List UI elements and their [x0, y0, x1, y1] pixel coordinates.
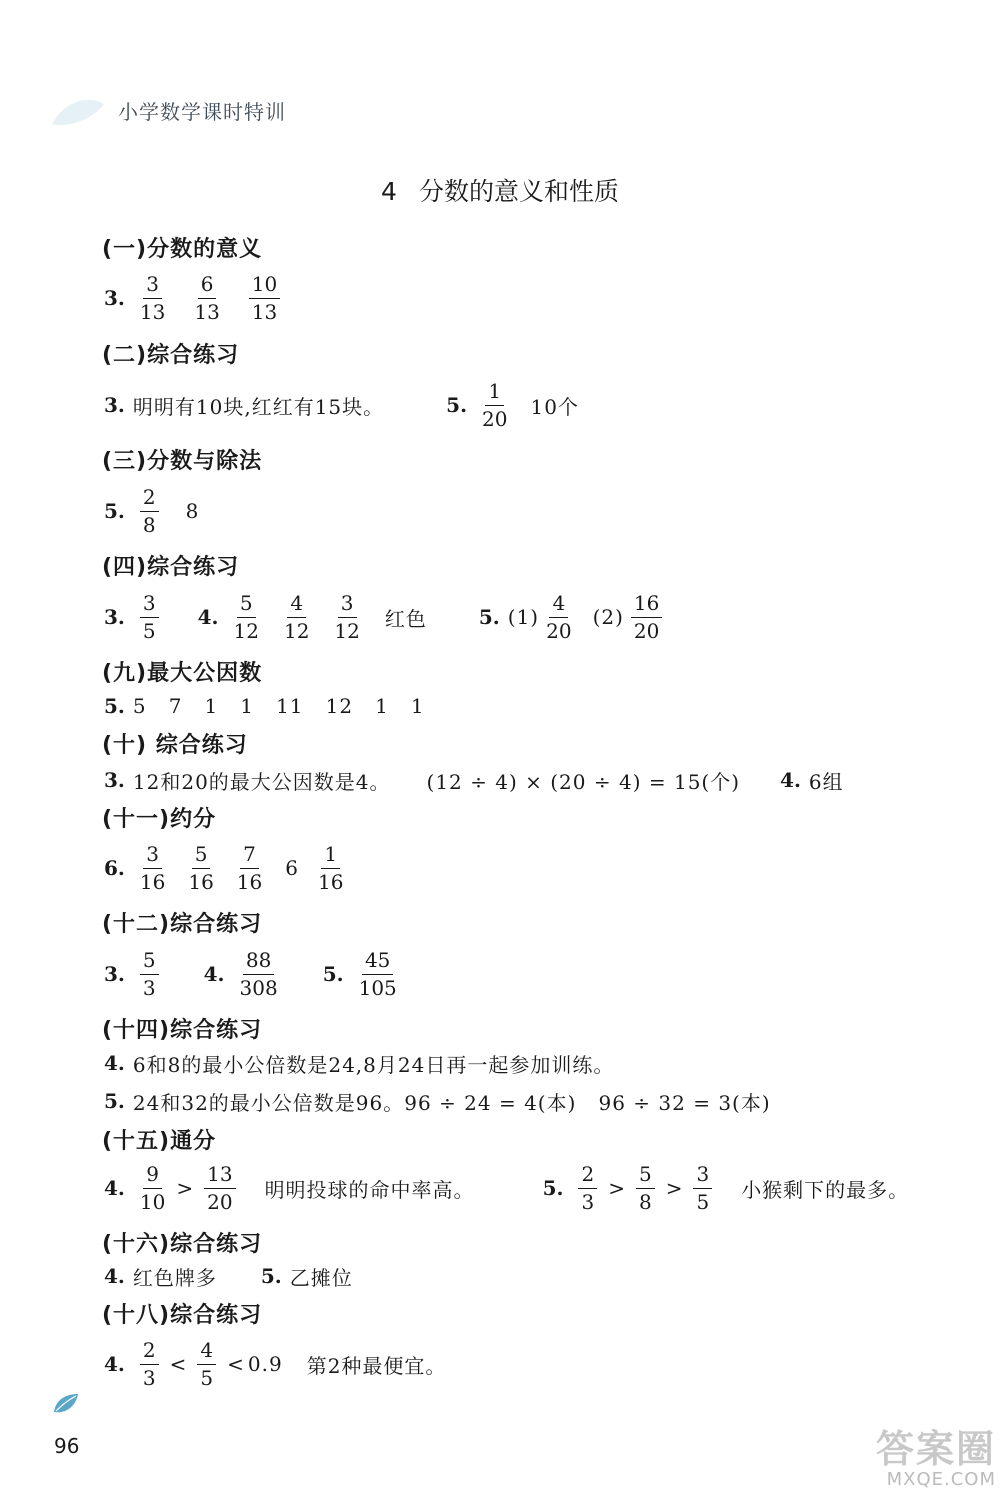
answer-line — [104, 481, 199, 541]
answer-text: 6和8的最小公倍数是24,8月24日再一起参加训练。 — [132, 1052, 615, 1077]
answer-text: 乙摊位 — [289, 1265, 353, 1290]
fraction-numerator: 4 — [287, 593, 306, 618]
less-than-sign: < — [227, 1352, 244, 1376]
fraction — [140, 947, 159, 1000]
fraction — [197, 1337, 216, 1390]
question-number: 3. — [104, 286, 125, 310]
fraction-denominator: 12 — [233, 618, 259, 643]
question-number: 4. — [104, 1176, 125, 1200]
fraction — [317, 841, 344, 894]
fraction-denominator: 20 — [546, 618, 572, 643]
fraction-denominator: 20 — [482, 406, 508, 431]
answer-text: 5 7 1 1 11 12 1 1 — [132, 694, 425, 718]
answer-line — [104, 763, 844, 797]
answer-line — [104, 587, 669, 647]
section-heading: (九)最大公因数 — [102, 661, 263, 686]
section-heading: (十二)综合练习 — [102, 912, 263, 937]
question-number: 6. — [104, 856, 125, 880]
answer-line — [104, 268, 287, 328]
question-number: 5. — [260, 1264, 282, 1288]
fraction — [233, 590, 259, 643]
less-than-sign: < — [169, 1352, 187, 1376]
section-heading: (十四)综合练习 — [102, 1018, 263, 1043]
question-number: 5. — [104, 1089, 125, 1113]
answer-text: 明明投球的命中率高。 — [264, 1177, 475, 1202]
fraction-numerator: 5 — [140, 950, 159, 975]
fraction-numerator: 3 — [143, 274, 162, 299]
question-number: 5. — [446, 393, 468, 417]
fraction-denominator: 10 — [139, 1189, 166, 1214]
fraction-denominator: 20 — [633, 618, 660, 643]
question-number: 3. — [104, 605, 125, 629]
question-number: 4. — [780, 768, 801, 792]
fraction — [140, 590, 159, 643]
section-heading: (一)分数的意义 — [102, 237, 263, 262]
fraction-denominator: 3 — [142, 975, 156, 1000]
fraction — [139, 271, 166, 324]
fraction — [482, 378, 508, 431]
fraction — [140, 484, 159, 537]
question-number: 3. — [104, 393, 125, 417]
question-number: 5. — [104, 694, 125, 718]
section-heading: (十一)约分 — [102, 807, 217, 832]
section-heading: (十) 综合练习 — [102, 733, 248, 758]
fraction — [140, 1337, 159, 1390]
answer-text: 红色 — [384, 606, 427, 631]
answer-text: 红色牌多 — [132, 1265, 217, 1290]
answer-text: 6组 — [808, 769, 844, 794]
answer-line — [104, 375, 579, 435]
answer-text: 6 — [285, 856, 299, 880]
section-heading: (三)分数与除法 — [102, 449, 263, 474]
fraction-denominator: 16 — [236, 869, 263, 894]
fraction-numerator: 5 — [192, 844, 211, 869]
watermark-url: MXQE.COM — [886, 1469, 996, 1490]
fraction — [139, 1161, 166, 1214]
fraction-denominator: 3 — [581, 1189, 595, 1214]
answer-text: 10个 — [530, 394, 579, 419]
fraction-numerator: 2 — [578, 1164, 597, 1189]
question-number: 4. — [104, 1264, 125, 1288]
answer-line — [104, 1084, 771, 1118]
fraction — [188, 841, 214, 894]
answer-text: 8 — [185, 499, 200, 523]
chapter-title — [0, 172, 1000, 208]
fraction — [204, 1161, 235, 1214]
fraction — [631, 590, 662, 643]
fraction-denominator: 13 — [139, 299, 166, 324]
part-label: (1) — [507, 605, 540, 629]
fraction-numerator: 9 — [143, 1164, 162, 1189]
fraction-numerator: 4 — [549, 593, 568, 618]
fraction-denominator: 5 — [200, 1365, 214, 1390]
answer-line — [104, 1334, 446, 1394]
fraction-numerator: 5 — [636, 1164, 655, 1189]
greater-than-sign: > — [608, 1176, 625, 1200]
question-number: 3. — [104, 768, 125, 792]
fraction-numerator: 88 — [243, 950, 274, 975]
fraction — [239, 947, 278, 1000]
question-number: 4. — [104, 1352, 125, 1376]
fraction — [334, 590, 360, 643]
answer-line — [104, 1046, 614, 1080]
fraction-numerator: 3 — [693, 1164, 712, 1189]
fraction-numerator: 13 — [204, 1164, 235, 1189]
fraction-numerator: 1 — [485, 381, 504, 406]
answer-line — [104, 838, 350, 898]
fraction-denominator: 308 — [239, 975, 278, 1000]
fraction-numerator: 1 — [321, 844, 340, 869]
fraction-denominator: 13 — [194, 299, 220, 324]
fraction-denominator: 5 — [142, 618, 156, 643]
section-heading: (二)综合练习 — [102, 343, 240, 368]
fraction-denominator: 16 — [317, 869, 344, 894]
fraction-denominator: 20 — [207, 1189, 233, 1214]
answer-text: 24和32的最小公倍数是96。96 ÷ 24 = 4(本) 96 ÷ 32 = 3(本) — [132, 1090, 771, 1115]
leaf-decoration-icon — [48, 94, 108, 138]
fraction-numerator: 3 — [338, 593, 357, 618]
fraction-denominator: 3 — [142, 1365, 156, 1390]
fraction-denominator: 8 — [142, 512, 156, 537]
section-heading: (四)综合练习 — [102, 555, 240, 580]
fraction — [194, 271, 220, 324]
fraction-numerator: 2 — [140, 1340, 159, 1365]
chapter-number: 4 — [381, 177, 397, 206]
answer-text: 小猴剩下的最多。 — [741, 1177, 910, 1202]
question-number: 3. — [104, 962, 125, 986]
fraction-denominator: 16 — [139, 869, 166, 894]
answer-line — [104, 689, 425, 723]
fraction — [236, 841, 263, 894]
question-number: 4. — [197, 605, 219, 629]
question-number: 5. — [478, 605, 500, 629]
question-number: 5. — [104, 499, 125, 523]
answer-text: 明明有10块,红红有15块。 — [132, 394, 385, 419]
fraction-numerator: 6 — [198, 274, 217, 299]
answer-text: 第2种最便宜。 — [306, 1353, 447, 1378]
section-heading: (十八)综合练习 — [102, 1303, 263, 1328]
fraction — [249, 271, 280, 324]
fraction-numerator: 10 — [249, 274, 280, 299]
fraction-numerator: 3 — [140, 593, 159, 618]
series-title: 小学数学课时特训 — [118, 100, 286, 124]
fraction-denominator: 13 — [251, 299, 278, 324]
section-heading: (十六)综合练习 — [102, 1232, 263, 1257]
fraction — [693, 1161, 712, 1214]
watermark — [816, 1418, 996, 1490]
answer-line — [104, 1259, 353, 1293]
greater-than-sign: > — [176, 1176, 194, 1200]
fraction-numerator: 4 — [197, 1340, 216, 1365]
fraction-numerator: 3 — [143, 844, 162, 869]
fraction-denominator: 12 — [334, 618, 360, 643]
greater-than-sign: > — [665, 1176, 683, 1200]
fraction-denominator: 8 — [638, 1189, 652, 1214]
fraction-denominator: 16 — [188, 869, 214, 894]
answer-text: 0.9 — [247, 1352, 283, 1376]
fraction-numerator: 16 — [631, 593, 662, 618]
fraction-numerator: 2 — [140, 487, 159, 512]
chapter-name: 分数的意义和性质 — [418, 177, 619, 206]
fraction-numerator: 7 — [240, 844, 259, 869]
section-heading: (十五)通分 — [102, 1129, 217, 1154]
answer-line — [104, 1158, 909, 1218]
fraction-numerator: 5 — [237, 593, 256, 618]
question-number: 4. — [104, 1051, 125, 1075]
fraction — [636, 1161, 655, 1214]
answer-text: (12 ÷ 4) × (20 ÷ 4) = 15(个) — [426, 769, 741, 794]
fraction — [578, 1161, 597, 1214]
fraction — [358, 947, 397, 1000]
answer-text: 12和20的最大公因数是4。 — [132, 769, 391, 794]
fraction-numerator: 45 — [362, 950, 393, 975]
question-number: 5. — [322, 962, 344, 986]
fraction-denominator: 12 — [283, 618, 310, 643]
page-number: 96 — [54, 1434, 80, 1458]
fraction-denominator: 5 — [696, 1189, 710, 1214]
question-number: 5. — [542, 1176, 564, 1200]
fraction — [139, 841, 166, 894]
watermark-logo: 答案圈 — [875, 1427, 996, 1471]
fraction — [283, 590, 310, 643]
part-label: (2) — [592, 605, 624, 629]
fraction-denominator: 105 — [358, 975, 397, 1000]
answer-line — [104, 944, 404, 1004]
leaf-corner-icon — [52, 1392, 80, 1420]
fraction — [546, 590, 572, 643]
question-number: 4. — [203, 962, 225, 986]
